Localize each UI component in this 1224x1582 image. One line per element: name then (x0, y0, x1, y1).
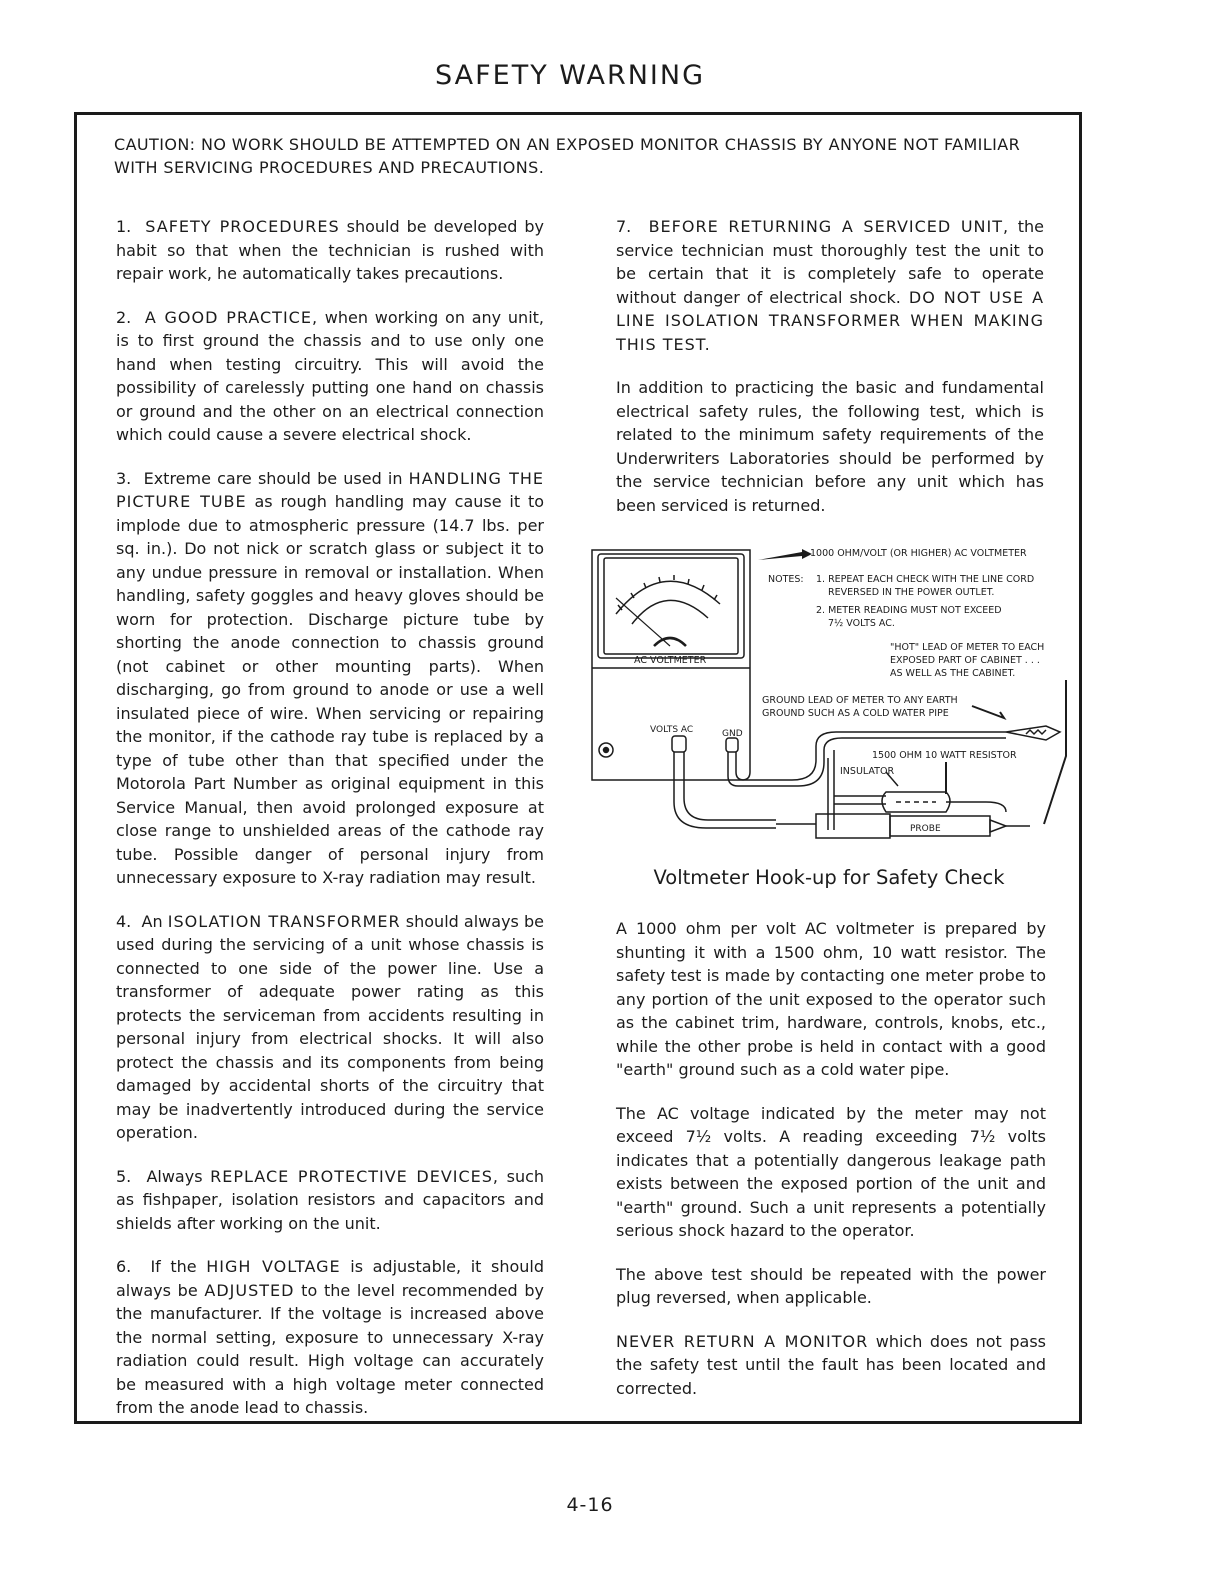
safety-item-7: 7. BEFORE RETURNING A SERVICED UNIT, the service technician must thoroughly test the unit to be certain that it is completely safe to operate without danger of electrical shock. DO NOT USE A LINE ISOLATION TRANSFORMER WHEN MAKING THIS TEST. (616, 217, 1045, 354)
hot-lead-line-b: EXPOSED PART OF CABINET . . . (890, 655, 1040, 666)
voltmeter-label: 1000 OHM/VOLT (OR HIGHER) AC VOLTMETER (810, 548, 1027, 559)
insulator-label: INSULATOR (840, 766, 895, 777)
note-1-line-a: 1. REPEAT EACH CHECK WITH THE LINE CORD (816, 574, 1035, 585)
left-column (116, 215, 544, 1440)
safety-item-4: 4. An ISOLATION TRANSFORMER should always be used during the servicing of a unit whose chassis is connected to one side of the power line. Use a transformer of adequate power rating as this protects the serviceman from accidents resulting in personal injury from electrical shocks. It will also protect the chassis and its components from being damaged by accidental shorts of the circuitry that may be inadvertently introduced during the service operation. (116, 911, 545, 1142)
note-1-line-b: REVERSED IN THE POWER OUTLET. (828, 587, 995, 598)
gnd-label: GND (722, 729, 743, 739)
leakage-paragraph: The AC voltage indicated by the meter may not exceed 7½ volts. A reading exceeding 7½ volts indicates that a potentially dangerous leakage path exists between the exposed portion of the unit and "earth" ground. Such a unit represents a potentially serious shock hazard to the operator. (616, 1103, 1046, 1240)
ground-lead-line-b: GROUND SUCH AS A COLD WATER PIPE (762, 708, 949, 719)
safety-item-6: 6. If the HIGH VOLTAGE is adjustable, it should always be ADJUSTED to the level recommended by the manufacturer. If the voltage is increased above the normal setting, exposure to unnecessary X-ray radiation could result. High voltage can accurately be measured with a high voltage meter connected from the anode lead to chassis. (116, 1257, 545, 1417)
repeat-test-paragraph: The above test should be repeated with the power plug reversed, when applicable. (616, 1264, 1046, 1307)
safety-item-1: 1. SAFETY PROCEDURES should be developed by habit so that when the technician is rushed with repair work, he automatically takes precautions. (116, 217, 545, 283)
note-2-line-b: 7½ VOLTS AC. (828, 618, 895, 629)
resistor-label: 1500 OHM 10 WATT RESISTOR (872, 750, 1017, 761)
caution-statement: CAUTION: NO WORK SHOULD BE ATTEMPTED ON AN EXPOSED MONITOR CHASSIS BY ANYONE NOT FAMILIAR WITH SERVICING PROCEDURES AND PRECAUTIONS. (114, 135, 1021, 177)
diagram-caption: Voltmeter Hook-up for Safety Check (653, 866, 1005, 889)
volts-ac-label: VOLTS AC (650, 725, 694, 735)
probe-label: PROBE (910, 824, 941, 834)
note-2-line-a: 2. METER READING MUST NOT EXCEED (816, 605, 1002, 616)
page-title: SAFETY WARNING (435, 60, 705, 91)
ul-requirement-paragraph: In addition to practicing the basic and fundamental electrical safety rules, the following test, which is related to the minimum safety requirements of the Underwriters Laboratories should be performed by the service technician before any unit which has been serviced is returned. (616, 378, 1044, 515)
notes-label: NOTES: (768, 574, 804, 585)
safety-item-3: 3. Extreme care should be used in HANDLING THE PICTURE TUBE as rough handling may cause it to implode due to atmospheric pressure (14.7 lbs. per sq. in.). Do not nick or scratch glass or subject it to any undue pressure in removal or installation. When handling, safety goggles and heavy gloves should be worn for protection. Discharge picture tube by shorting the anode connection to chassis ground (not cabinet or other mounting parts). When discharging, go from ground to anode or use a well insulated piece of wire. When servicing or repairing the monitor, if the cathode ray tube is replaced by a type of tube other than that specified under the Motorola Part Number as original equipment in this Service Manual, then avoid prolonged exposure at close range to unshielded areas of the cathode ray tube. Possible danger of personal injury from unnecessary exposure to X-ray radiation may result. (116, 468, 545, 887)
meter-face (598, 554, 744, 658)
meter-face-label: AC VOLTMETER (634, 655, 707, 666)
voltmeter-hookup-diagram (586, 540, 1072, 840)
voltmeter-prep-paragraph: A 1000 ohm per volt AC voltmeter is prepared by shunting it with a 1500 ohm, 10 watt resistor. The safety test is made by contacting one meter probe to any portion of the unit exposed to the operator such as the cabinet trim, hardware, controls, knobs, etc., while the other probe is held in contact with a good "earth" ground such as a cold water pipe. (616, 919, 1046, 1079)
hot-lead-line-a: "HOT" LEAD OF METER TO EACH (890, 642, 1045, 653)
never-return-paragraph: NEVER RETURN A MONITOR which does not pass the safety test until the fault has been located and corrected. (616, 1331, 1046, 1398)
safety-item-2: 2. A GOOD PRACTICE, when working on any unit, is to first ground the chassis and to use only one hand when testing circuitry. This will avoid the possibility of carelessly putting one hand on chassis or ground and the other on an electrical connection which could cause a severe electrical shock. (116, 307, 544, 444)
probe-body (816, 814, 890, 838)
safety-item-5: 5. Always REPLACE PROTECTIVE DEVICES, such as fishpaper, isolation resistors and capacitors and shields after working on the unit. (116, 1166, 545, 1233)
right-column-bottom (616, 917, 1046, 1420)
page-number: 4-16 (566, 1494, 614, 1516)
right-column-top (616, 215, 1044, 537)
ground-lead-line-a: GROUND LEAD OF METER TO ANY EARTH (762, 695, 958, 706)
hot-lead-line-c: AS WELL AS THE CABINET. (890, 668, 1016, 679)
